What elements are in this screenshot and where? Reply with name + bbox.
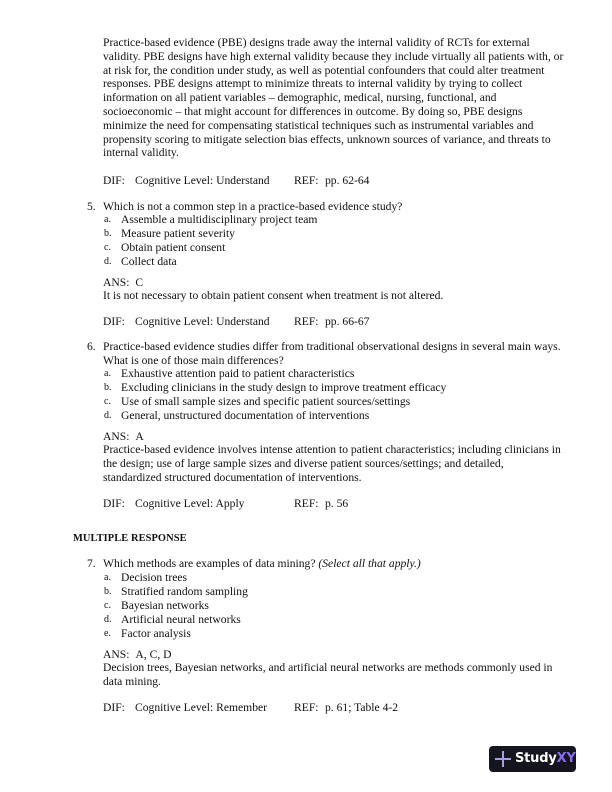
ref-label: REF: [294,497,319,510]
question-text [103,557,565,571]
option-text: Decision trees [121,571,187,584]
ref-value: p. 61; Table 4-2 [325,701,399,714]
option-text: Artificial neural networks [121,613,241,626]
question-text: Practice-based evidence studies differ from traditional observational designs in several main ways. What is one of those main differences? [103,340,561,367]
studyxy-badge[interactable] [489,746,576,772]
dif-label: DIF: [103,497,125,510]
ref-value: pp. 66-67 [325,315,370,328]
option-text: Bayesian networks [121,599,209,612]
option-letter: a. [104,214,111,225]
question-number: 5. [87,200,96,213]
option-text: Measure patient severity [121,227,235,240]
answer-value: C [135,276,144,289]
dif-value: Cognitive Level: Understand [135,174,270,187]
question-number: 7. [87,557,96,570]
question-text: Which is not a common step in a practice-based evidence study? [103,200,403,213]
dif-value: Cognitive Level: Remember [135,701,268,714]
dif-value: Cognitive Level: Understand [135,315,270,328]
answer-rationale: It is not necessary to obtain patient consent when treatment is not altered. [103,289,444,302]
question-meta [103,497,349,511]
option-text: Use of small sample sizes and specific patient sources/settings [121,395,411,408]
ref-label: REF: [294,315,319,328]
question-instruction: (Select all that apply.) [318,557,421,570]
option-text: Collect data [121,255,177,268]
intro-rationale: Practice-based evidence (PBE) designs trade away the internal validity of RCTs for external validity. PBE designs have high external validity because they include virtually all patients with, or at risk for, the condition under study, as well as potential confounders that could alter treatment responses. PBE designs attempt to minimize threats to internal validity by trying to collect information on all patient variables – demographic, medical, nursing, functional, and socioeconomic – that might account for differences in outcome. By doing so, PBE designs minimize the need for compensating statistical techniques such as instrumental variables and propensity scoring to mitigate selection bias effects, unknown sources of variance, and threats to internal validity. [103,36,564,160]
option-text: General, unstructured documentation of interventions [121,409,370,422]
answer-rationale: Decision trees, Bayesian networks, and artificial neural networks are methods commonly used in data mining. [103,661,553,688]
answer-label: ANS: [103,276,130,289]
option-letter: d. [104,410,112,421]
brand-main: Study [515,751,557,767]
question-meta [103,315,370,329]
option-letter: b. [104,382,112,393]
intro-meta [103,174,370,188]
option-letter: e. [104,628,111,639]
brand-logo [515,752,576,766]
ref-label: REF: [294,701,319,714]
option-text: Obtain patient consent [121,241,226,254]
answer-line [103,276,143,290]
option-text: Assemble a multidisciplinary project team [121,213,318,226]
answer-label: ANS: [103,648,130,661]
option-letter: b. [104,586,112,597]
dif-label: DIF: [103,315,125,328]
option-letter: a. [104,368,111,379]
question-meta [103,701,399,715]
answer-value: A, C, D [135,648,172,661]
ref-label: REF: [294,174,319,187]
dif-label: DIF: [103,174,125,187]
option-text: Excluding clinicians in the study design to improve treatment efficacy [121,381,447,394]
dif-label: DIF: [103,701,125,714]
answer-value: A [135,430,144,443]
answer-label: ANS: [103,430,130,443]
ref-value: p. 56 [325,497,349,510]
option-text: Exhaustive attention paid to patient characteristics [121,367,355,380]
question-main-text: Which methods are examples of data mining? [103,557,316,570]
answer-line [103,430,144,444]
brand-accent: XY [556,751,576,767]
answer-line [103,648,172,662]
option-letter: c. [104,242,111,253]
plus-icon [495,751,511,767]
option-letter: d. [104,256,112,267]
option-text: Factor analysis [121,627,191,640]
option-letter: d. [104,614,112,625]
ref-value: pp. 62-64 [325,174,370,187]
question-number: 6. [87,340,96,353]
option-letter: a. [104,572,111,583]
option-letter: b. [104,228,112,239]
option-letter: c. [104,396,111,407]
option-text: Stratified random sampling [121,585,248,598]
answer-rationale: Practice-based evidence involves intense attention to patient characteristics; including clinicians in the design; use of large sample sizes and diverse patient sources/settings; and detailed, standardized structured documentation of interventions. [103,443,561,484]
dif-value: Cognitive Level: Apply [135,497,245,510]
section-heading: MULTIPLE RESPONSE [73,533,187,544]
option-letter: c. [104,600,111,611]
